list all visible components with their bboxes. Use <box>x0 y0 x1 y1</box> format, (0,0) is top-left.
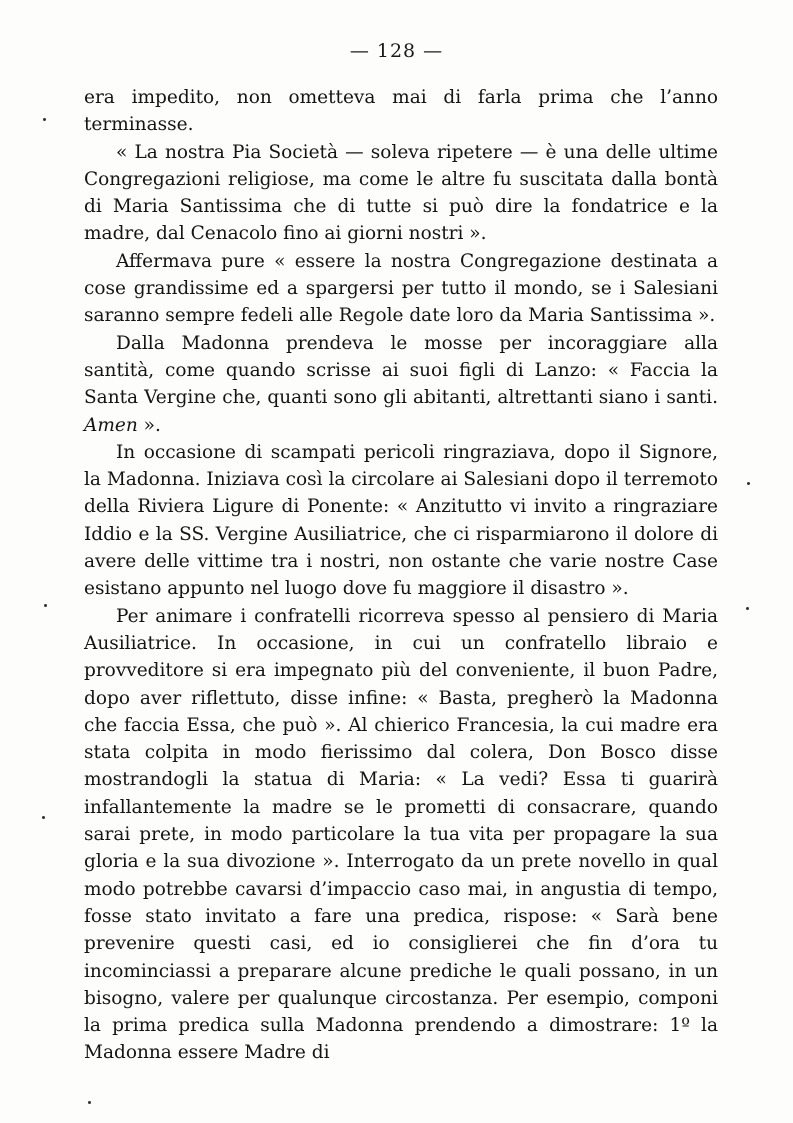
body-text <box>84 84 718 1067</box>
page-number: — 128 — <box>349 40 444 62</box>
paragraph-tail: ». <box>137 414 161 436</box>
italic-word: Amen <box>84 414 138 436</box>
paragraph-6 <box>84 603 718 1067</box>
paragraph-2 <box>84 139 718 248</box>
paragraph-text: « La nostra Pia Società — soleva ripetere — è una delle ultime Congregazioni religiose, ma come le altre fu suscitata dalla bontà di Maria Santissima che di tutte si può dire la fondatrice e la madre, dal Cenacolo fino ai giorni nostri ». <box>84 141 718 245</box>
paragraph-text: Per animare i confratelli ricorreva spesso al pensiero di Maria Ausiliatrice. In occasione, in cui un confratello libraio e provveditore si era impegnato più del conveniente, il buon Padre, dopo aver riflettuto, disse infine: « Basta, pregherò la Madonna che faccia Essa, che può ». Al chierico Francesia, la cui madre era stata colpita in modo fierissimo dal colera, Don Bosco disse mostrandogli la statua di Maria: « La vedi? Essa ti guarirà infallantemente la madre se le prometti di consacrare, quando sarai prete, in modo particolare la tua vita per propagare la sua gloria e la sua divozione ». Interrogato da un prete novello in qual modo potrebbe cavarsi d’impaccio caso mai, in angustia di tempo, fosse stato invitato a fare una predica, rispose: « Sarà bene prevenire questi casi, ed io consiglierei che fin d’ora tu incominciassi a preparare alcune prediche le quali possano, in un bisogno, valere per qualunque circostanza. Per esempio, componi la prima predica sulla Madonna prendendo a dimostrare: 1º la Madonna essere Madre di <box>84 605 718 1064</box>
scan-speck <box>88 1101 91 1104</box>
paragraph-text: In occasione di scampati pericoli ringraziava, dopo il Signore, la Madonna. Iniziava così la circolare ai Salesiani dopo il terremoto della Riviera Ligure di Ponente: « Anzitutto vi invito a ringraziare Iddio e la SS. Vergine Ausiliatrice, che ci risparmiarono il dolore di avere delle vittime tra i nostri, non ostante che varie nostre Case esistano appunto nel luogo dove fu maggiore il disastro ». <box>84 441 718 600</box>
scan-speck <box>43 118 46 121</box>
scan-speck <box>44 604 47 607</box>
scan-speck <box>42 816 45 819</box>
paragraph-1 <box>84 84 718 139</box>
paragraph-text: Affermava pure « essere la nostra Congregazione destinata a cose grandissime ed a spargersi per tutto il mondo, se i Salesiani saranno sempre fedeli alle Regole date loro da Maria Santissima ». <box>84 250 718 327</box>
scan-speck <box>746 607 749 610</box>
paragraph-text: era impedito, non ometteva mai di farla prima che l’anno terminasse. <box>84 87 718 136</box>
paragraph-text: Dalla Madonna prendeva le mosse per incoraggiare alla santità, come quando scrisse ai suoi figli di Lanzo: « Faccia la Santa Vergine che, quanti sono gli abitanti, altrettanti siano i santi. <box>84 332 718 409</box>
paragraph-4 <box>84 330 718 439</box>
paragraph-3 <box>84 248 718 330</box>
paragraph-5 <box>84 439 718 603</box>
scan-speck <box>747 482 750 485</box>
